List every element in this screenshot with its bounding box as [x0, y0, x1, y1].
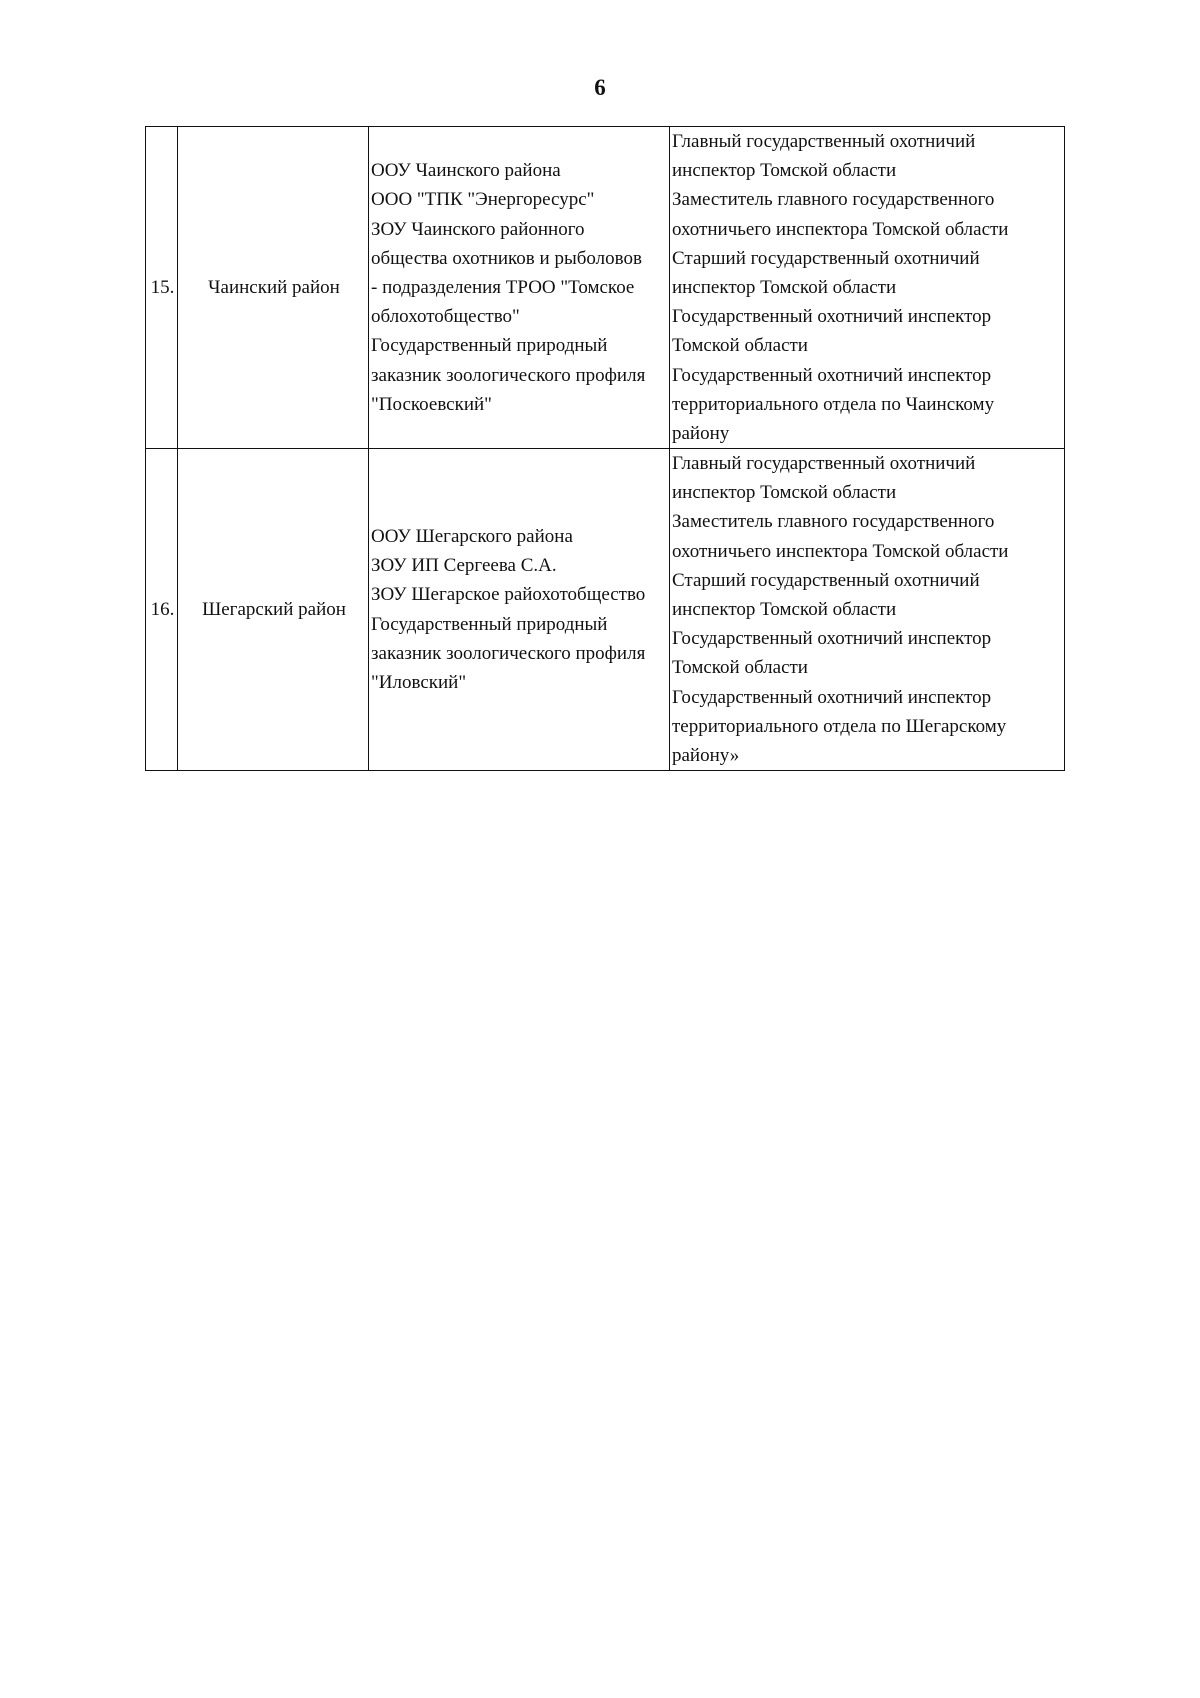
inspector-line: охотничьего инспектора Томской области — [672, 218, 1009, 240]
inspector-line: Томской области — [672, 335, 808, 357]
organization-line: Государственный природный — [371, 613, 608, 635]
organization-line: ООО "ТПК "Энергоресурс" — [371, 189, 595, 211]
district-name: Чаинский район — [178, 127, 369, 449]
inspectors-cell — [670, 127, 1065, 449]
organization-line: ЗОУ Чаинского районного — [371, 218, 585, 240]
organization-line: "Поскоевский" — [371, 393, 492, 415]
inspector-line: инспектор Томской области — [672, 276, 897, 298]
inspector-line: району — [672, 422, 730, 444]
inspector-line: Старший государственный охотничий — [672, 569, 980, 591]
inspector-line: инспектор Томской области — [672, 482, 897, 504]
organization-line: ЗОУ Шегарское райохотобщество — [371, 584, 646, 606]
inspector-line: территориального отдела по Шегарскому — [672, 715, 1007, 737]
inspector-line: Государственный охотничий инспектор — [672, 686, 992, 708]
organization-line: заказник зоологического профиля — [371, 642, 646, 664]
organization-line: "Иловский" — [371, 671, 467, 693]
organization-line: облохотобщество" — [371, 306, 520, 328]
inspector-line: Главный государственный охотничий — [672, 131, 976, 152]
inspector-line: Государственный охотничий инспектор — [672, 628, 992, 650]
row-number: 16. — [146, 449, 178, 771]
inspector-line: Старший государственный охотничий — [672, 247, 980, 269]
inspector-line: Государственный охотничий инспектор — [672, 364, 992, 386]
table-row — [146, 449, 1065, 771]
organization-line: заказник зоологического профиля — [371, 364, 646, 386]
assignment-table — [145, 126, 1065, 771]
inspector-line: Главный государственный охотничий — [672, 453, 976, 475]
inspector-line: Томской области — [672, 657, 808, 679]
organizations-cell — [369, 449, 670, 771]
inspector-line: инспектор Томской области — [672, 160, 897, 182]
organization-line: ООУ Шегарского района — [371, 526, 573, 548]
organizations-cell — [369, 127, 670, 449]
inspector-line: району» — [672, 744, 740, 766]
organization-line: - подразделения ТРОО "Томское — [371, 276, 635, 298]
table-row — [146, 127, 1065, 449]
organization-line: Государственный природный — [371, 335, 608, 357]
inspector-line: охотничьего инспектора Томской области — [672, 540, 1009, 562]
inspector-line: инспектор Томской области — [672, 599, 897, 620]
organization-line: общества охотников и рыболовов — [371, 247, 642, 269]
inspector-line: Государственный охотничий инспектор — [672, 306, 992, 328]
inspector-line: территориального отдела по Чаинскому — [672, 393, 995, 415]
organization-line: ООУ Чаинского района — [371, 160, 561, 182]
inspector-line: Заместитель главного государственного — [672, 511, 995, 533]
page-number: 6 — [594, 75, 606, 100]
district-name: Шегарский район — [178, 449, 369, 771]
inspectors-cell — [670, 449, 1065, 771]
inspector-line: Заместитель главного государственного — [672, 189, 995, 211]
row-number: 15. — [146, 127, 178, 449]
organization-line: ЗОУ ИП Сергеева С.А. — [371, 555, 557, 577]
